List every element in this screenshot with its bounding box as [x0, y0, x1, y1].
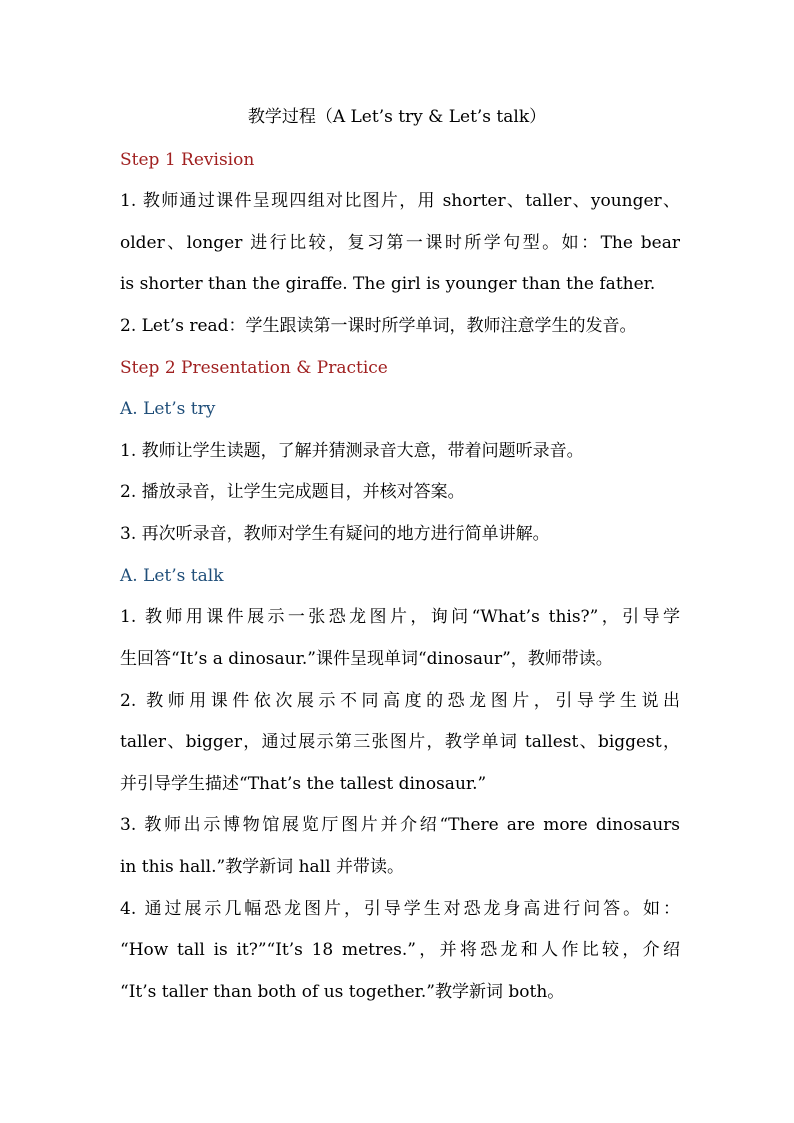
step1-p1-line3: is shorter than the giraffe. The girl is younger than the father. — [120, 274, 656, 294]
lets-try-heading: A. Let’s try — [120, 399, 216, 419]
lets-talk-p1-line1: 1. 教师用课件展示一张恐龙图片，询问“What’s this?”，引导学 — [120, 607, 680, 627]
lets-talk-p3-line2: in this hall.”教学新词 hall 并带读。 — [120, 857, 404, 877]
step1-p2: 2. Let’s read：学生跟读第一课时所学单词，教师注意学生的发音。 — [120, 316, 637, 336]
step1-p1-line1: 1. 教师通过课件呈现四组对比图片，用 shorter、taller、younger、 — [120, 191, 680, 211]
lets-try-item-1: 1. 教师让学生读题，了解并猜测录音大意，带着问题听录音。 — [120, 441, 584, 461]
lets-try-item-2: 2. 播放录音，让学生完成题目，并核对答案。 — [120, 482, 465, 502]
lets-talk-heading: A. Let’s talk — [120, 566, 224, 586]
step2-heading: Step 2 Presentation & Practice — [120, 358, 388, 378]
lets-talk-p4-line2: “How tall is it?”“It’s 18 metres.”，并将恐龙和人作比较，介绍 — [120, 940, 680, 960]
lets-try-item-3: 3. 再次听录音，教师对学生有疑问的地方进行简单讲解。 — [120, 524, 550, 544]
lets-talk-p3-line1: 3. 教师出示博物馆展览厅图片并介绍“There are more dinosaurs — [120, 815, 680, 835]
lets-talk-p4-line1: 4. 通过展示几幅恐龙图片，引导学生对恐龙身高进行问答。如： — [120, 899, 680, 919]
step1-heading: Step 1 Revision — [120, 150, 255, 170]
lets-talk-p2-line1: 2. 教师用课件依次展示不同高度的恐龙图片，引导学生说出 — [120, 691, 680, 711]
step1-p1-line2: older、longer 进行比较，复习第一课时所学句型。如：The bear — [120, 233, 680, 253]
lets-talk-p2-line3: 并引导学生描述“That’s the tallest dinosaur.” — [120, 774, 487, 794]
page-title: 教学过程（A Let’s try & Let’s talk） — [247, 107, 547, 127]
lets-talk-p4-line3: “It’s taller than both of us together.”教学新词 both。 — [120, 982, 565, 1002]
lets-talk-p1-line2: 生回答“It’s a dinosaur.”课件呈现单词“dinosaur”，教师带读。 — [120, 649, 613, 669]
lets-talk-p2-line2: taller、bigger，通过展示第三张图片，教学单词 tallest、biggest， — [120, 732, 680, 752]
